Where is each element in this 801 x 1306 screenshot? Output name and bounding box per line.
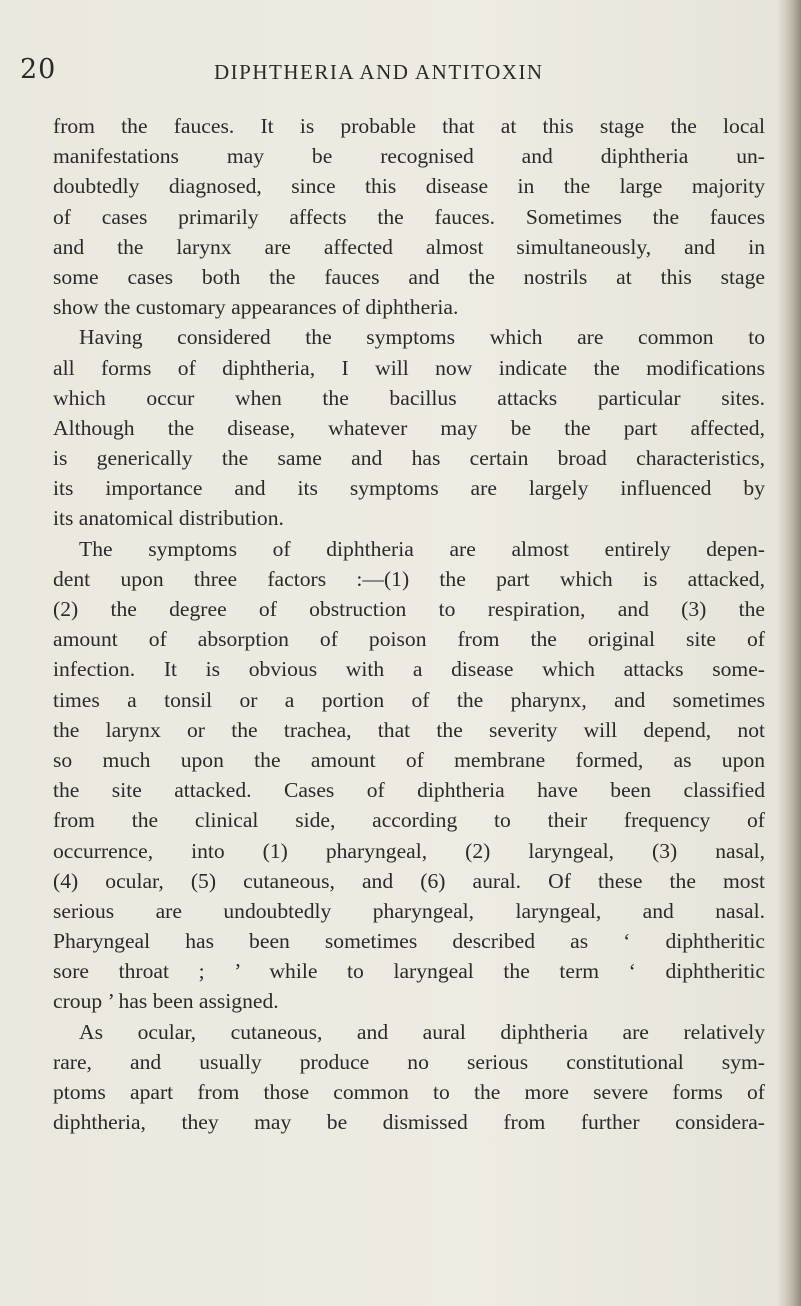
text-line: occurrence, into (1) pharyngeal, (2) laryngeal, (3) nasal, (53, 838, 765, 863)
text-line: the larynx or the trachea, that the severity will depend, not (53, 717, 765, 742)
text-line: from the clinical side, according to their frequency of (53, 808, 765, 833)
text-line: dent upon three factors :—(1) the part which is attacked, (53, 566, 765, 591)
text-line: show the customary appearances of diphtheria. (53, 295, 459, 320)
text-line: all forms of diphtheria, I will now indicate the modifications (53, 355, 765, 380)
text-line: amount of absorption of poison from the original site of (53, 627, 765, 652)
paragraph-start-line: The symptoms of diphtheria are almost entirely depen- (79, 536, 765, 561)
text-line: which occur when the bacillus attacks particular sites. (53, 385, 765, 410)
text-line: and the larynx are affected almost simultaneously, and in (53, 234, 765, 259)
body-text (53, 111, 765, 1137)
text-line: croup ’ has been assigned. (53, 989, 279, 1014)
text-line: (2) the degree of obstruction to respiration, and (3) the (53, 597, 765, 621)
text-line: from the fauces. It is probable that at this stage the local (53, 114, 765, 138)
text-line: some cases both the fauces and the nostrils at this stage (53, 264, 765, 289)
text-line: times a tonsil or a portion of the pharynx, and sometimes (53, 687, 765, 712)
text-line: (4) ocular, (5) cutaneous, and (6) aural. Of these the most (53, 868, 765, 893)
text-line: sore throat ; ’ while to laryngeal the term ‘ diphtheritic (53, 959, 765, 984)
running-title: DIPHTHERIA AND ANTITOXIN (214, 60, 544, 84)
text-line: Although the disease, whatever may be the part affected, (53, 415, 765, 440)
paragraph-start-line: As ocular, cutaneous, and aural diphtheria are relatively (79, 1019, 765, 1044)
text-line: serious are undoubtedly pharyngeal, laryngeal, and nasal. (53, 898, 765, 923)
text-line: diphtheria, they may be dismissed from further considera- (53, 1110, 765, 1135)
paragraph-start-line: Having considered the symptoms which are common to (79, 325, 765, 350)
page-number: 20 (20, 54, 57, 85)
text-line: doubtedly diagnosed, since this disease in the large majority (53, 174, 765, 199)
text-line: rare, and usually produce no serious constitutional sym- (53, 1049, 765, 1074)
page-edge (783, 0, 801, 1306)
text-line: ptoms apart from those common to the more severe forms of (53, 1080, 765, 1104)
text-line: its anatomical distribution. (53, 506, 284, 531)
text-line: of cases primarily affects the fauces. Sometimes the fauces (53, 204, 765, 229)
text-line: Pharyngeal has been sometimes described as ‘ diphtheritic (53, 929, 765, 954)
text-line: infection. It is obvious with a disease which attacks some- (53, 657, 765, 682)
text-line: the site attacked. Cases of diphtheria have been classified (53, 778, 765, 803)
text-line: its importance and its symptoms are largely influenced by (53, 476, 765, 501)
text-line: is generically the same and has certain broad characteristics, (53, 446, 765, 471)
text-line: so much upon the amount of membrane formed, as upon (53, 747, 765, 772)
text-line: manifestations may be recognised and diphtheria un- (53, 144, 765, 169)
